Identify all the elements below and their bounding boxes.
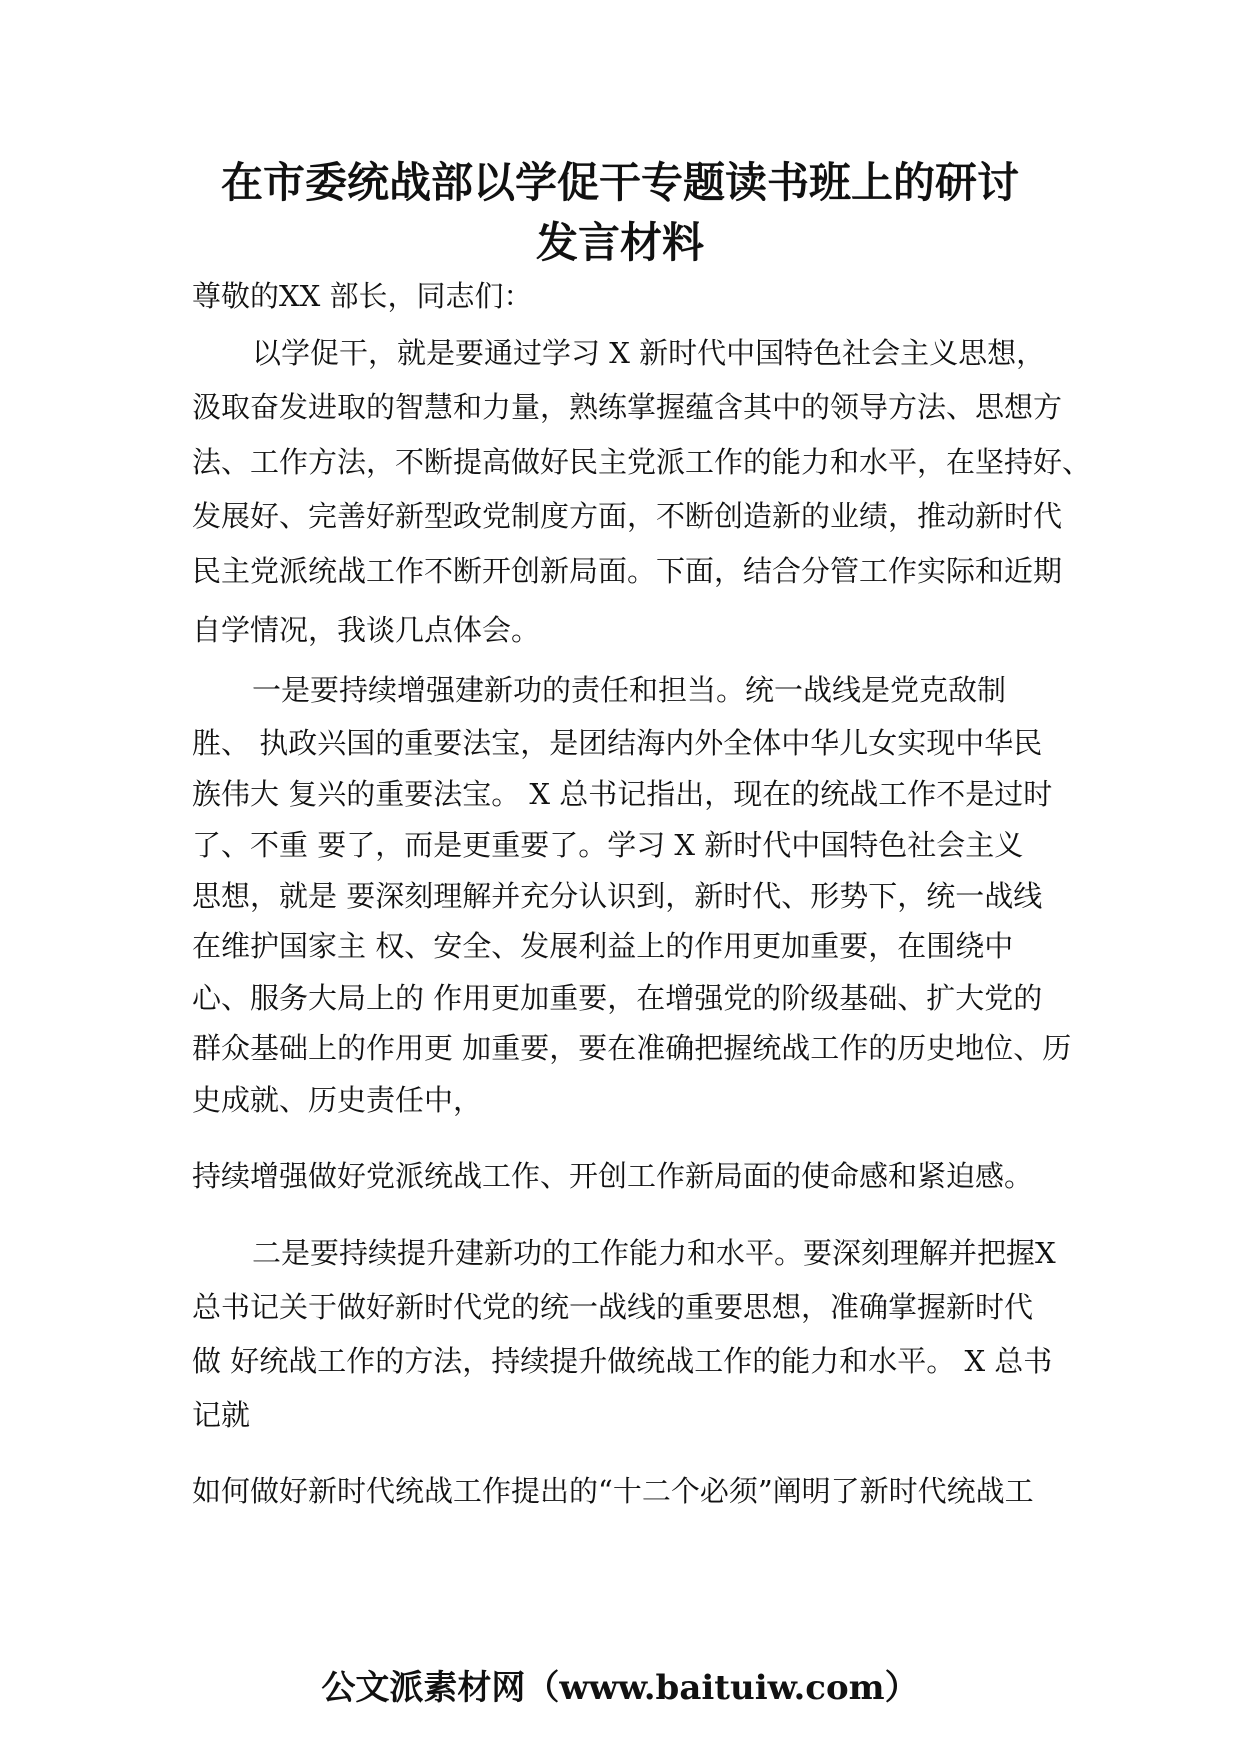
document-title-line-2: 发言材料: [535, 218, 704, 267]
document-title-line-1: 在市委统战部以学促干专题读书班上的研讨: [220, 158, 1019, 207]
paragraph-line: 思想，就是 要深刻理解并充分认识到，新时代、形势下，统一战线: [192, 879, 1043, 913]
paragraph-line: 如何做好新时代统战工作提出的“十二个必须”阐明了新时代统战工: [192, 1474, 1034, 1508]
salutation: 尊敬的XX 部长，同志们：: [192, 279, 533, 313]
paragraph-line: 族伟大 复兴的重要法宝。 X 总书记指出，现在的统战工作不是过时: [192, 777, 1053, 811]
paragraph-line: 做 好统战工作的方法，持续提升做统战工作的能力和水平。 X 总书: [192, 1344, 1053, 1378]
paragraph-line: 心、服务大局上的 作用更加重要，在增强党的阶级基础、扩大党的: [192, 981, 1043, 1015]
paragraph-line: 史成就、历史责任中，: [192, 1083, 483, 1117]
paragraph-line: 记就: [192, 1398, 251, 1432]
paragraph-line: 汲取奋发进取的智慧和力量，熟练掌握蕴含其中的领导方法、思想方: [192, 390, 1063, 424]
paragraph-line: 以学促干，就是要通过学习 X 新时代中国特色社会主义思想，: [252, 336, 1046, 370]
paragraph-line: 一是要持续增强建新功的责任和担当。统一战线是党克敌制: [252, 673, 1007, 707]
paragraph-line: 群众基础上的作用更 加重要，要在准确把握统战工作的历史地位、历: [192, 1031, 1072, 1065]
paragraph-line: 自学情况，我谈几点体会。: [192, 613, 541, 647]
paragraph-line: 胜、 执政兴国的重要法宝，是团结海内外全体中华儿女实现中华民: [192, 726, 1043, 760]
paragraph-line: 了、不重 要了，而是更重要了。学习 X 新时代中国特色社会主义: [192, 828, 1024, 862]
paragraph-line: 民主党派统战工作不断开创新局面。下面，结合分管工作实际和近期: [192, 554, 1063, 588]
paragraph-line: 二是要持续提升建新功的工作能力和水平。要深刻理解并把握X: [252, 1236, 1056, 1270]
paragraph-line: 总书记关于做好新时代党的统一战线的重要思想，准确掌握新时代: [192, 1290, 1034, 1324]
paragraph-line: 持续增强做好党派统战工作、开创工作新局面的使命感和紧迫感。: [192, 1159, 1034, 1193]
paragraph-line: 在维护国家主 权、安全、发展利益上的作用更加重要，在围绕中: [192, 929, 1014, 963]
paragraph-line: 法、工作方法，不断提高做好民主党派工作的能力和水平，在坚持好、: [192, 445, 1092, 479]
footer-watermark: 公文派素材网（www.baituiw.com）: [321, 1668, 919, 1708]
paragraph-line: 发展好、完善好新型政党制度方面，不断创造新的业绩，推动新时代: [192, 499, 1063, 533]
